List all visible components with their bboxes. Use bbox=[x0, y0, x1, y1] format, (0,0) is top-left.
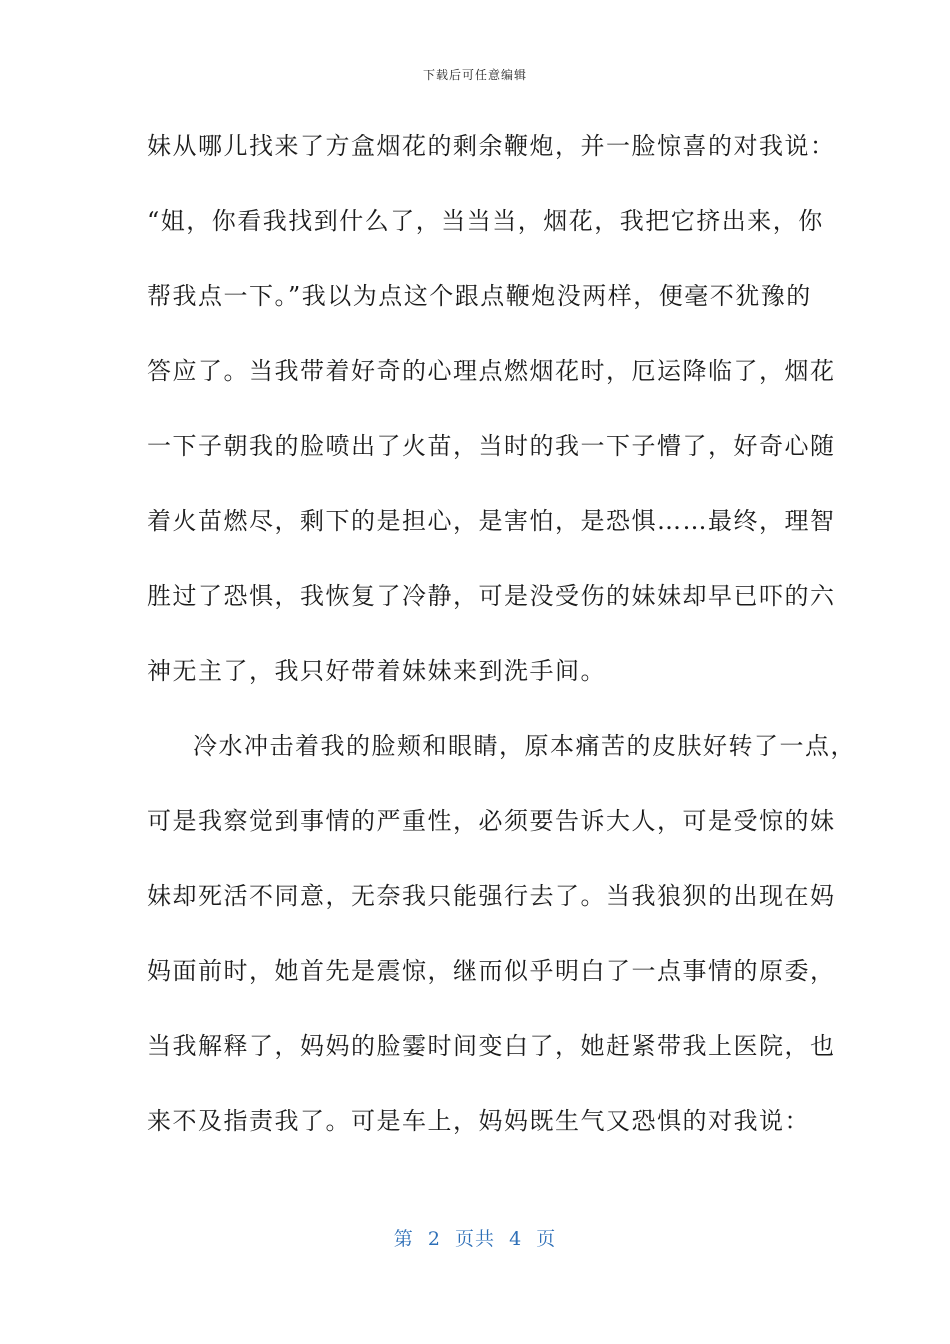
page-header-note: 下载后可任意编辑 bbox=[422, 68, 527, 82]
paragraph-start-line: 冷水冲击着我的脸颊和眼睛，原本痛苦的皮肤好转了一点， bbox=[193, 732, 856, 760]
text-line: 着火苗燃尽，剩下的是担心，是害怕，是恐惧……最终，理智 bbox=[147, 507, 836, 535]
text-line: 答应了。当我带着好奇的心理点燃烟花时，厄运降临了，烟花 bbox=[147, 357, 836, 385]
text-line: 胜过了恐惧，我恢复了冷静，可是没受伤的妹妹却早已吓的六 bbox=[147, 582, 836, 610]
document-body bbox=[147, 128, 856, 1178]
text-line: 妈面前时，她首先是震惊，继而似乎明白了一点事情的原委， bbox=[147, 957, 836, 985]
text-line: “姐，你看我找到什么了，当当当，烟花，我把它挤出来，你 bbox=[147, 207, 824, 235]
text-line: 可是我察觉到事情的严重性，必须要告诉大人，可是受惊的妹 bbox=[147, 807, 836, 835]
text-line: 妹从哪儿找来了方盒烟花的剩余鞭炮，并一脸惊喜的对我说： bbox=[147, 132, 836, 160]
text-line: 神无主了，我只好带着妹妹来到洗手间。 bbox=[147, 657, 606, 685]
text-line: 妹却死活不同意，无奈我只能强行去了。当我狼狈的出现在妈 bbox=[147, 882, 836, 910]
text-line: 来不及指责我了。可是车上，妈妈既生气又恐惧的对我说： bbox=[147, 1107, 810, 1135]
text-line: 当我解释了，妈妈的脸霎时间变白了，她赶紧带我上医院，也 bbox=[147, 1032, 836, 1060]
text-line: 帮我点一下。”我以为点这个跟点鞭炮没两样，便毫不犹豫的 bbox=[147, 282, 812, 310]
text-line: 一下子朝我的脸喷出了火苗，当时的我一下子懵了，好奇心随 bbox=[147, 432, 836, 460]
page-number-footer: 第 2 页共 4 页 bbox=[393, 1228, 557, 1250]
